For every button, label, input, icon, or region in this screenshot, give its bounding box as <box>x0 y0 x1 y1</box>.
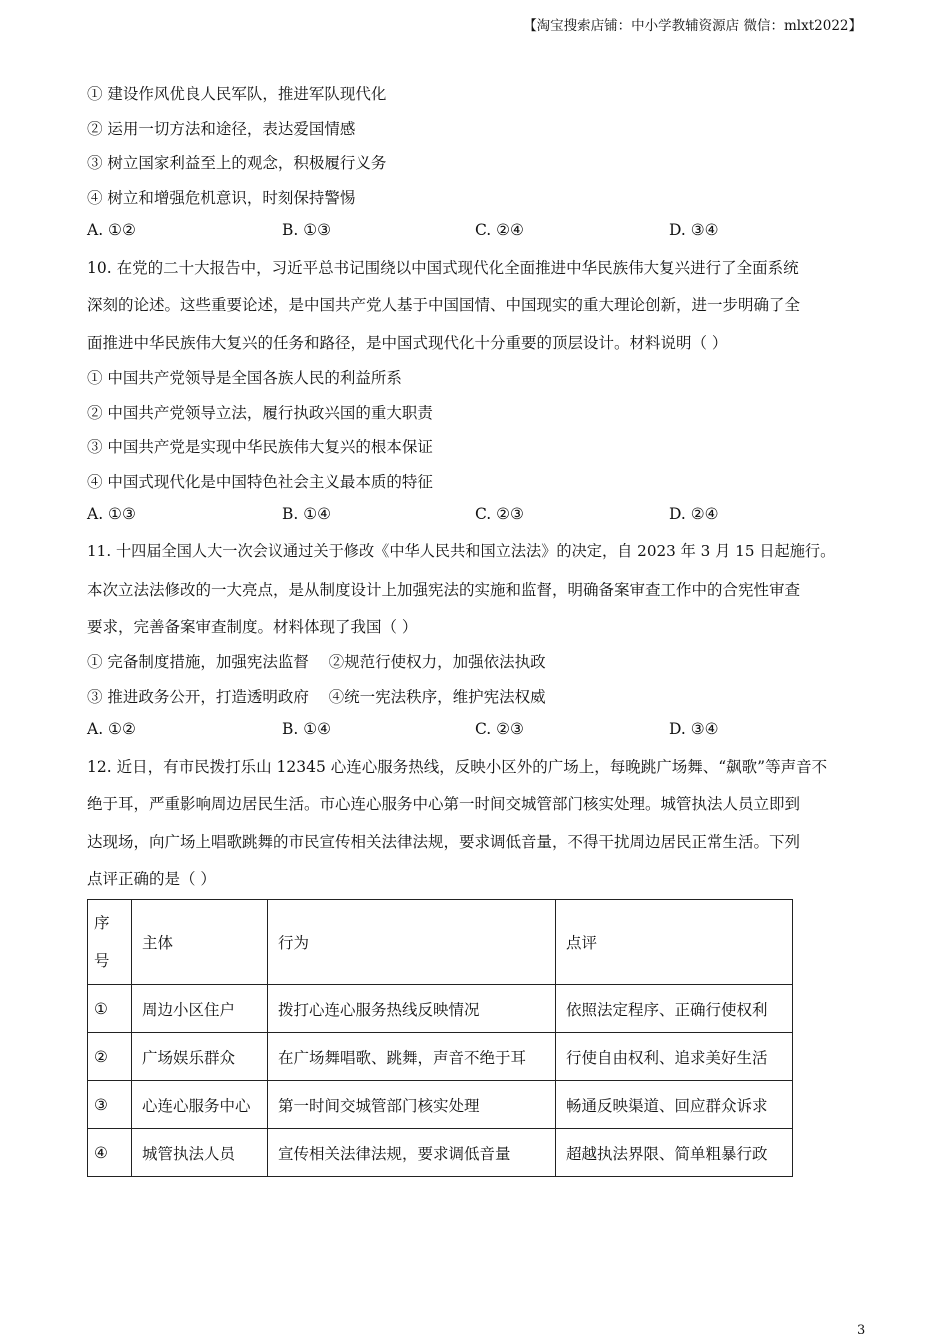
row-index: ③ <box>88 1081 132 1129</box>
row-comment: 畅通反映渠道、回应群众诉求 <box>556 1081 793 1129</box>
header-index-part: 号 <box>94 952 110 970</box>
q11-statement: ③ 推进政务公开，打造透明政府 ④统一宪法秩序，维护宪法权威 <box>87 688 546 706</box>
q10-statement: ② 中国共产党领导立法，履行执政兴国的重大职责 <box>87 404 433 422</box>
header-index-part: 序 <box>94 914 110 932</box>
option-a[interactable]: A. ①③ <box>87 505 136 523</box>
q11-options <box>87 720 867 742</box>
table-header-row <box>88 900 793 985</box>
q9-statement: ① 建设作风优良人民军队，推进军队现代化 <box>87 85 387 103</box>
header-comment: 点评 <box>556 900 793 985</box>
row-subject: 周边小区住户 <box>132 985 268 1033</box>
row-action: 第一时间交城管部门核实处理 <box>268 1081 556 1129</box>
option-c[interactable]: C. ②③ <box>475 720 524 738</box>
q10-stem: 深刻的论述。这些重要论述，是中国共产党人基于中国国情、中国现实的重大理论创新，进一步明确了全 <box>87 296 801 314</box>
row-comment: 行使自由权利、追求美好生活 <box>556 1033 793 1081</box>
option-a[interactable]: A. ①② <box>87 720 136 738</box>
q10-stem: 面推进中华民族伟大复兴的任务和路径，是中国式现代化十分重要的顶层设计。材料说明（ ） <box>87 334 728 352</box>
option-c[interactable]: C. ②③ <box>475 505 524 523</box>
header-note: 【淘宝搜索店铺：中小学教辅资源店 微信：mlxt2022】 <box>523 18 862 34</box>
q9-options <box>87 221 867 243</box>
row-subject: 城管执法人员 <box>132 1129 268 1177</box>
table-row <box>88 1033 793 1081</box>
q9-statement: ② 运用一切方法和途径，表达爱国情感 <box>87 120 356 138</box>
q12-stem: 12. 近日，有市民拨打乐山 12345 心连心服务热线，反映小区外的广场上，每晚跳广场舞、“飙歌”等声音不 <box>87 758 828 776</box>
header-subject: 主体 <box>132 900 268 985</box>
row-index: ① <box>88 985 132 1033</box>
option-a[interactable]: A. ①② <box>87 221 136 239</box>
row-comment: 超越执法界限、简单粗暴行政 <box>556 1129 793 1177</box>
row-index: ② <box>88 1033 132 1081</box>
row-action: 在广场舞唱歌、跳舞，声音不绝于耳 <box>268 1033 556 1081</box>
option-b[interactable]: B. ①④ <box>282 505 332 523</box>
q11-stem: 要求，完善备案审查制度。材料体现了我国（ ） <box>87 618 418 636</box>
q11-stem: 本次立法法修改的一大亮点，是从制度设计上加强宪法的实施和监督，明确备案审查工作中的合宪性审查 <box>87 581 801 599</box>
row-comment: 依照法定程序、正确行使权利 <box>556 985 793 1033</box>
row-subject: 广场娱乐群众 <box>132 1033 268 1081</box>
q12-stem: 绝于耳，严重影响周边居民生活。市心连心服务中心第一时间交城管部门核实处理。城管执法人员立即到 <box>87 795 801 813</box>
row-action: 拨打心连心服务热线反映情况 <box>268 985 556 1033</box>
q10-statement: ③ 中国共产党是实现中华民族伟大复兴的根本保证 <box>87 438 433 456</box>
q9-statement: ③ 树立国家利益至上的观念，积极履行义务 <box>87 154 387 172</box>
header-action: 行为 <box>268 900 556 985</box>
q11-statement: ① 完备制度措施，加强宪法监督 ②规范行使权力，加强依法执政 <box>87 653 546 671</box>
option-d[interactable]: D. ②④ <box>669 505 719 523</box>
page-number: 3 <box>857 1323 866 1338</box>
option-b[interactable]: B. ①④ <box>282 720 332 738</box>
table-row <box>88 1129 793 1177</box>
q10-statement: ④ 中国式现代化是中国特色社会主义最本质的特征 <box>87 473 433 491</box>
table-row <box>88 985 793 1033</box>
row-index: ④ <box>88 1129 132 1177</box>
q10-statement: ① 中国共产党领导是全国各族人民的利益所系 <box>87 369 402 387</box>
header-index <box>88 900 132 985</box>
q12-stem: 达现场，向广场上唱歌跳舞的市民宣传相关法律法规，要求调低音量，不得干扰周边居民正常生活。下列 <box>87 833 801 851</box>
q12-table <box>87 899 793 1177</box>
row-subject: 心连心服务中心 <box>132 1081 268 1129</box>
row-action: 宣传相关法律法规，要求调低音量 <box>268 1129 556 1177</box>
option-d[interactable]: D. ③④ <box>669 221 719 239</box>
q12-stem: 点评正确的是（ ） <box>87 870 216 888</box>
q9-statement: ④ 树立和增强危机意识，时刻保持警惕 <box>87 189 356 207</box>
option-b[interactable]: B. ①③ <box>282 221 332 239</box>
table-row <box>88 1081 793 1129</box>
option-c[interactable]: C. ②④ <box>475 221 524 239</box>
q10-options <box>87 505 867 527</box>
q10-stem: 10. 在党的二十大报告中，习近平总书记围绕以中国式现代化全面推进中华民族伟大复兴进行了全面系统 <box>87 259 799 277</box>
option-d[interactable]: D. ③④ <box>669 720 719 738</box>
q11-stem: 11. 十四届全国人大一次会议通过关于修改《中华人民共和国立法法》的决定，自 2023 年 3 月 15 日起施行。 <box>87 542 836 560</box>
